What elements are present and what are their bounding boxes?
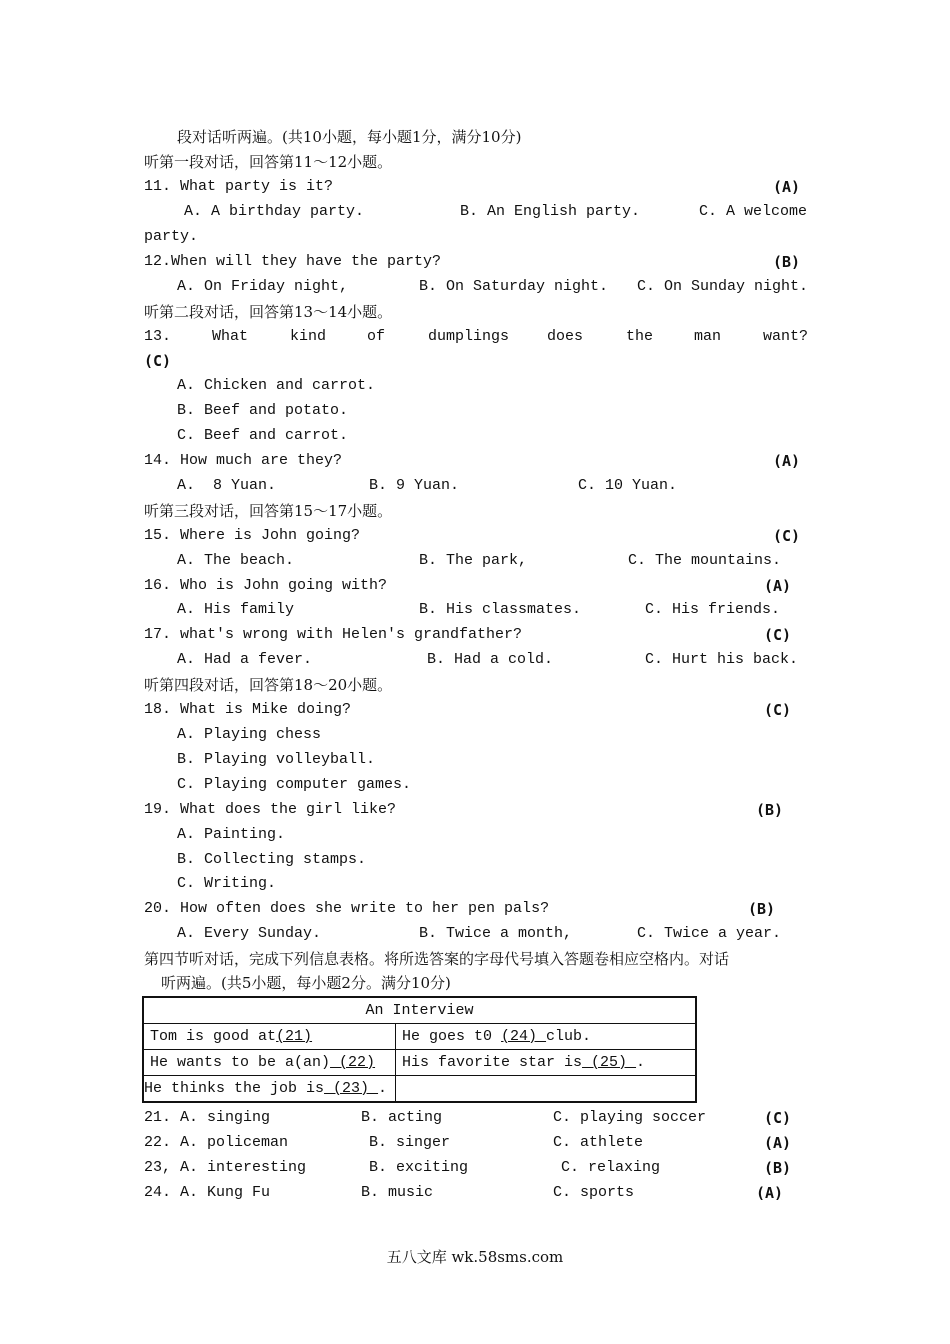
choice-21-option-a: 21. A. singing [144, 1109, 271, 1126]
question-19-option-a: A. Painting. [177, 826, 286, 843]
part-heading-1: 听第一段对话，回答第11～12小题。 [144, 153, 393, 171]
question-11-stem: 11. What party is it? [144, 178, 334, 195]
question-13-word: of [367, 328, 386, 345]
question-11-option-b: B. An English party. [460, 203, 641, 220]
section-instruction: 段对话听两遍。(共10小题，每小题1分，满分10分) [177, 128, 522, 146]
question-13-word: the [626, 328, 654, 345]
cell-text: He thinks the job is [144, 1080, 325, 1097]
question-12-stem: 12.When will they have the party? [144, 253, 442, 270]
question-14-stem: 14. How much are they? [144, 452, 343, 469]
table-cell [143, 1076, 396, 1103]
question-20-option-c: C. Twice a year. [637, 925, 782, 942]
question-13-word: want? [763, 328, 809, 345]
question-20-answer: (B) [748, 900, 776, 918]
question-17-option-b: B. Had a cold. [427, 651, 554, 668]
question-13-word: What [212, 328, 249, 345]
question-13-answer: (C) [144, 352, 172, 370]
question-13-word: dumplings [428, 328, 510, 345]
question-15-option-c: C. The mountains. [628, 552, 782, 569]
question-16-option-b: B. His classmates. [419, 601, 582, 618]
question-13-option-b: B. Beef and potato. [177, 402, 349, 419]
section-4-instruction-line-2: 听两遍。(共5小题，每小题2分。满分10分) [161, 974, 451, 992]
question-11-option-c: C. A welcome [699, 203, 808, 220]
interview-table [142, 996, 697, 1103]
question-18-option-c: C. Playing computer games. [177, 776, 412, 793]
choice-24-option-a: 24. A. Kung Fu [144, 1184, 271, 1201]
question-19-option-c: C. Writing. [177, 875, 277, 892]
question-17-stem: 17. what's wrong with Helen's grandfather? [144, 626, 523, 643]
choice-24-option-b: B. music [361, 1184, 434, 1201]
question-15-stem: 15. Where is John going? [144, 527, 361, 544]
blank-22: (22) [330, 1054, 376, 1071]
question-12-option-a: A. On Friday night, [177, 278, 349, 295]
question-14-option-a: A. 8 Yuan. [177, 477, 277, 494]
question-13-number: 13. [144, 328, 172, 345]
question-18-option-b: B. Playing volleyball. [177, 751, 376, 768]
question-15-answer: (C) [773, 527, 801, 545]
question-12-option-c: C. On Sunday night. [637, 278, 809, 295]
question-18-option-a: A. Playing chess [177, 726, 322, 743]
question-20-stem: 20. How often does she write to her pen pals? [144, 900, 550, 917]
choice-22-answer: (A) [764, 1134, 792, 1152]
question-17-option-c: C. Hurt his back. [645, 651, 799, 668]
question-13-word: man [694, 328, 722, 345]
question-12-option-b: B. On Saturday night. [419, 278, 609, 295]
question-11-option-a: A. A birthday party. [184, 203, 365, 220]
question-11-answer: (A) [773, 178, 801, 196]
question-15-option-b: B. The park, [419, 552, 528, 569]
question-16-answer: (A) [764, 577, 792, 595]
blank-23: (23) [324, 1080, 379, 1097]
cell-text: He wants to be a(an) [150, 1054, 331, 1071]
question-12-answer: (B) [773, 253, 801, 271]
cell-text: . [636, 1054, 646, 1071]
question-19-answer: (B) [756, 801, 784, 819]
blank-24: (24) [501, 1028, 547, 1045]
choice-21-option-c: C. playing soccer [553, 1109, 707, 1126]
question-18-stem: 18. What is Mike doing? [144, 701, 352, 718]
blank-25: (25) [582, 1054, 637, 1071]
choice-21-answer: (C) [764, 1109, 792, 1127]
question-20-option-b: B. Twice a month, [419, 925, 573, 942]
question-17-option-a: A. Had a fever. [177, 651, 313, 668]
part-heading-4: 听第四段对话，回答第18～20小题。 [144, 676, 393, 694]
question-19-stem: 19. What does the girl like? [144, 801, 397, 818]
table-cell [396, 1024, 697, 1050]
question-15-option-a: A. The beach. [177, 552, 295, 569]
cell-text: . [378, 1080, 388, 1097]
blank-21: (21) [276, 1028, 313, 1045]
section-4-instruction-line-1: 第四节听对话，完成下列信息表格。将所选答案的字母代号填入答题卷相应空格内。对话 [144, 950, 730, 968]
question-20-option-a: A. Every Sunday. [177, 925, 322, 942]
question-17-answer: (C) [764, 626, 792, 644]
choice-22-option-b: B. singer [369, 1134, 451, 1151]
question-16-stem: 16. Who is John going with? [144, 577, 388, 594]
footer-watermark: 五八文库 wk.58sms.com [386, 1248, 564, 1266]
question-13-option-a: A. Chicken and carrot. [177, 377, 376, 394]
choice-22-option-a: 22. A. policeman [144, 1134, 289, 1151]
question-13-word: kind [290, 328, 327, 345]
choice-23-option-a: 23, A. interesting [144, 1159, 307, 1176]
question-16-option-a: A. His family [177, 601, 295, 618]
table-cell [396, 1050, 697, 1076]
choice-23-option-b: B. exciting [369, 1159, 469, 1176]
table-cell [143, 1050, 396, 1076]
table-title: An Interview [143, 997, 696, 1024]
cell-text: His favorite star is [402, 1054, 583, 1071]
cell-text: club. [546, 1028, 592, 1045]
table-cell [143, 1024, 396, 1050]
question-11-option-c-continued: party. [144, 228, 199, 245]
choice-22-option-c: C. athlete [553, 1134, 644, 1151]
question-13-option-c: C. Beef and carrot. [177, 427, 349, 444]
question-16-option-c: C. His friends. [645, 601, 781, 618]
choice-24-option-c: C. sports [553, 1184, 635, 1201]
question-18-answer: (C) [764, 701, 792, 719]
choice-24-answer: (A) [756, 1184, 784, 1202]
cell-text: He goes t0 [402, 1028, 502, 1045]
choice-21-option-b: B. acting [361, 1109, 443, 1126]
question-14-option-b: B. 9 Yuan. [369, 477, 460, 494]
cell-text: Tom is good at [150, 1028, 277, 1045]
choice-23-answer: (B) [764, 1159, 792, 1177]
question-14-option-c: C. 10 Yuan. [578, 477, 678, 494]
question-13-word: does [547, 328, 584, 345]
choice-23-option-c: C. relaxing [561, 1159, 661, 1176]
part-heading-2: 听第二段对话，回答第13～14小题。 [144, 303, 393, 321]
part-heading-3: 听第三段对话，回答第15～17小题。 [144, 502, 393, 520]
question-19-option-b: B. Collecting stamps. [177, 851, 367, 868]
question-14-answer: (A) [773, 452, 801, 470]
table-cell-empty [396, 1076, 697, 1103]
